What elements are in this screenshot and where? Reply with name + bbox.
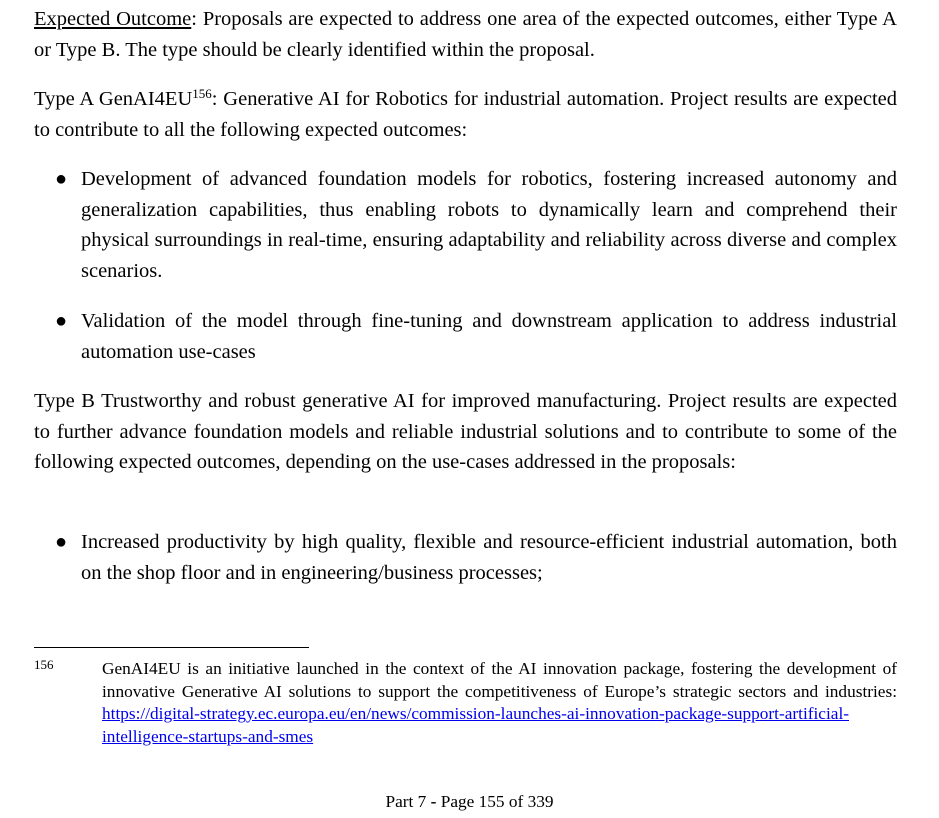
footnote-body: GenAI4EU is an initiative launched in the context of the AI innovation package, fostering the development of innovative Generative AI solutions to support the competitiveness of Europe’s strategic sectors and industries: bbox=[102, 659, 897, 701]
type-a-lead: Type A GenAI4EU bbox=[34, 88, 193, 110]
expected-outcome-text: : Proposals are expected to address one area of the expected outcomes, either Type A or Type B. The type should be clearly identified within the proposal. bbox=[34, 8, 897, 61]
footnote-separator bbox=[34, 647, 309, 648]
bullet-item: Increased productivity by high quality, flexible and resource-efficient industrial automation, both on the shop floor and in engineering/business processes; bbox=[81, 531, 897, 584]
footnote-link[interactable]: https://digital-strategy.ec.europa.eu/en/news/commission-launches-ai-innovation-package-support-artificial-intelligence-startups-and-smes bbox=[102, 704, 849, 746]
bullet-icon: ● bbox=[55, 168, 68, 190]
footer-part: Part 7 bbox=[385, 792, 427, 811]
footer-page-number: Page 155 of 339 bbox=[440, 792, 554, 811]
footer-separator: - bbox=[426, 792, 441, 811]
footnote-reference[interactable]: 156 bbox=[192, 86, 212, 101]
bullet-icon: ● bbox=[55, 531, 68, 553]
footnote-number: 156 bbox=[34, 657, 54, 672]
type-a-paragraph bbox=[34, 84, 897, 145]
type-a-text: : Generative AI for Robotics for industrial automation. Project results are expected to contribute to all the following expected outcomes: bbox=[34, 88, 897, 141]
page-footer bbox=[0, 791, 939, 813]
footnote-text bbox=[102, 658, 897, 748]
expected-outcome-paragraph bbox=[34, 4, 897, 65]
type-b-paragraph: Type B Trustworthy and robust generative AI for improved manufacturing. Project results are expected to further advance foundation models and reliable industrial solutions and to contribute to some of the following expected outcomes, depending on the use-cases addressed in the proposals: bbox=[34, 390, 897, 473]
bullet-item: Validation of the model through fine-tuning and downstream application to address industrial automation use-cases bbox=[81, 310, 897, 363]
bullet-icon: ● bbox=[55, 310, 68, 332]
expected-outcome-label: Expected Outcome bbox=[34, 8, 192, 30]
bullet-item: Development of advanced foundation models for robotics, fostering increased autonomy and generalization capabilities, thus enabling robots to dynamically learn and comprehend their physical surroundings in real-time, ensuring adaptability and reliability across diverse and complex scenarios. bbox=[81, 168, 897, 282]
